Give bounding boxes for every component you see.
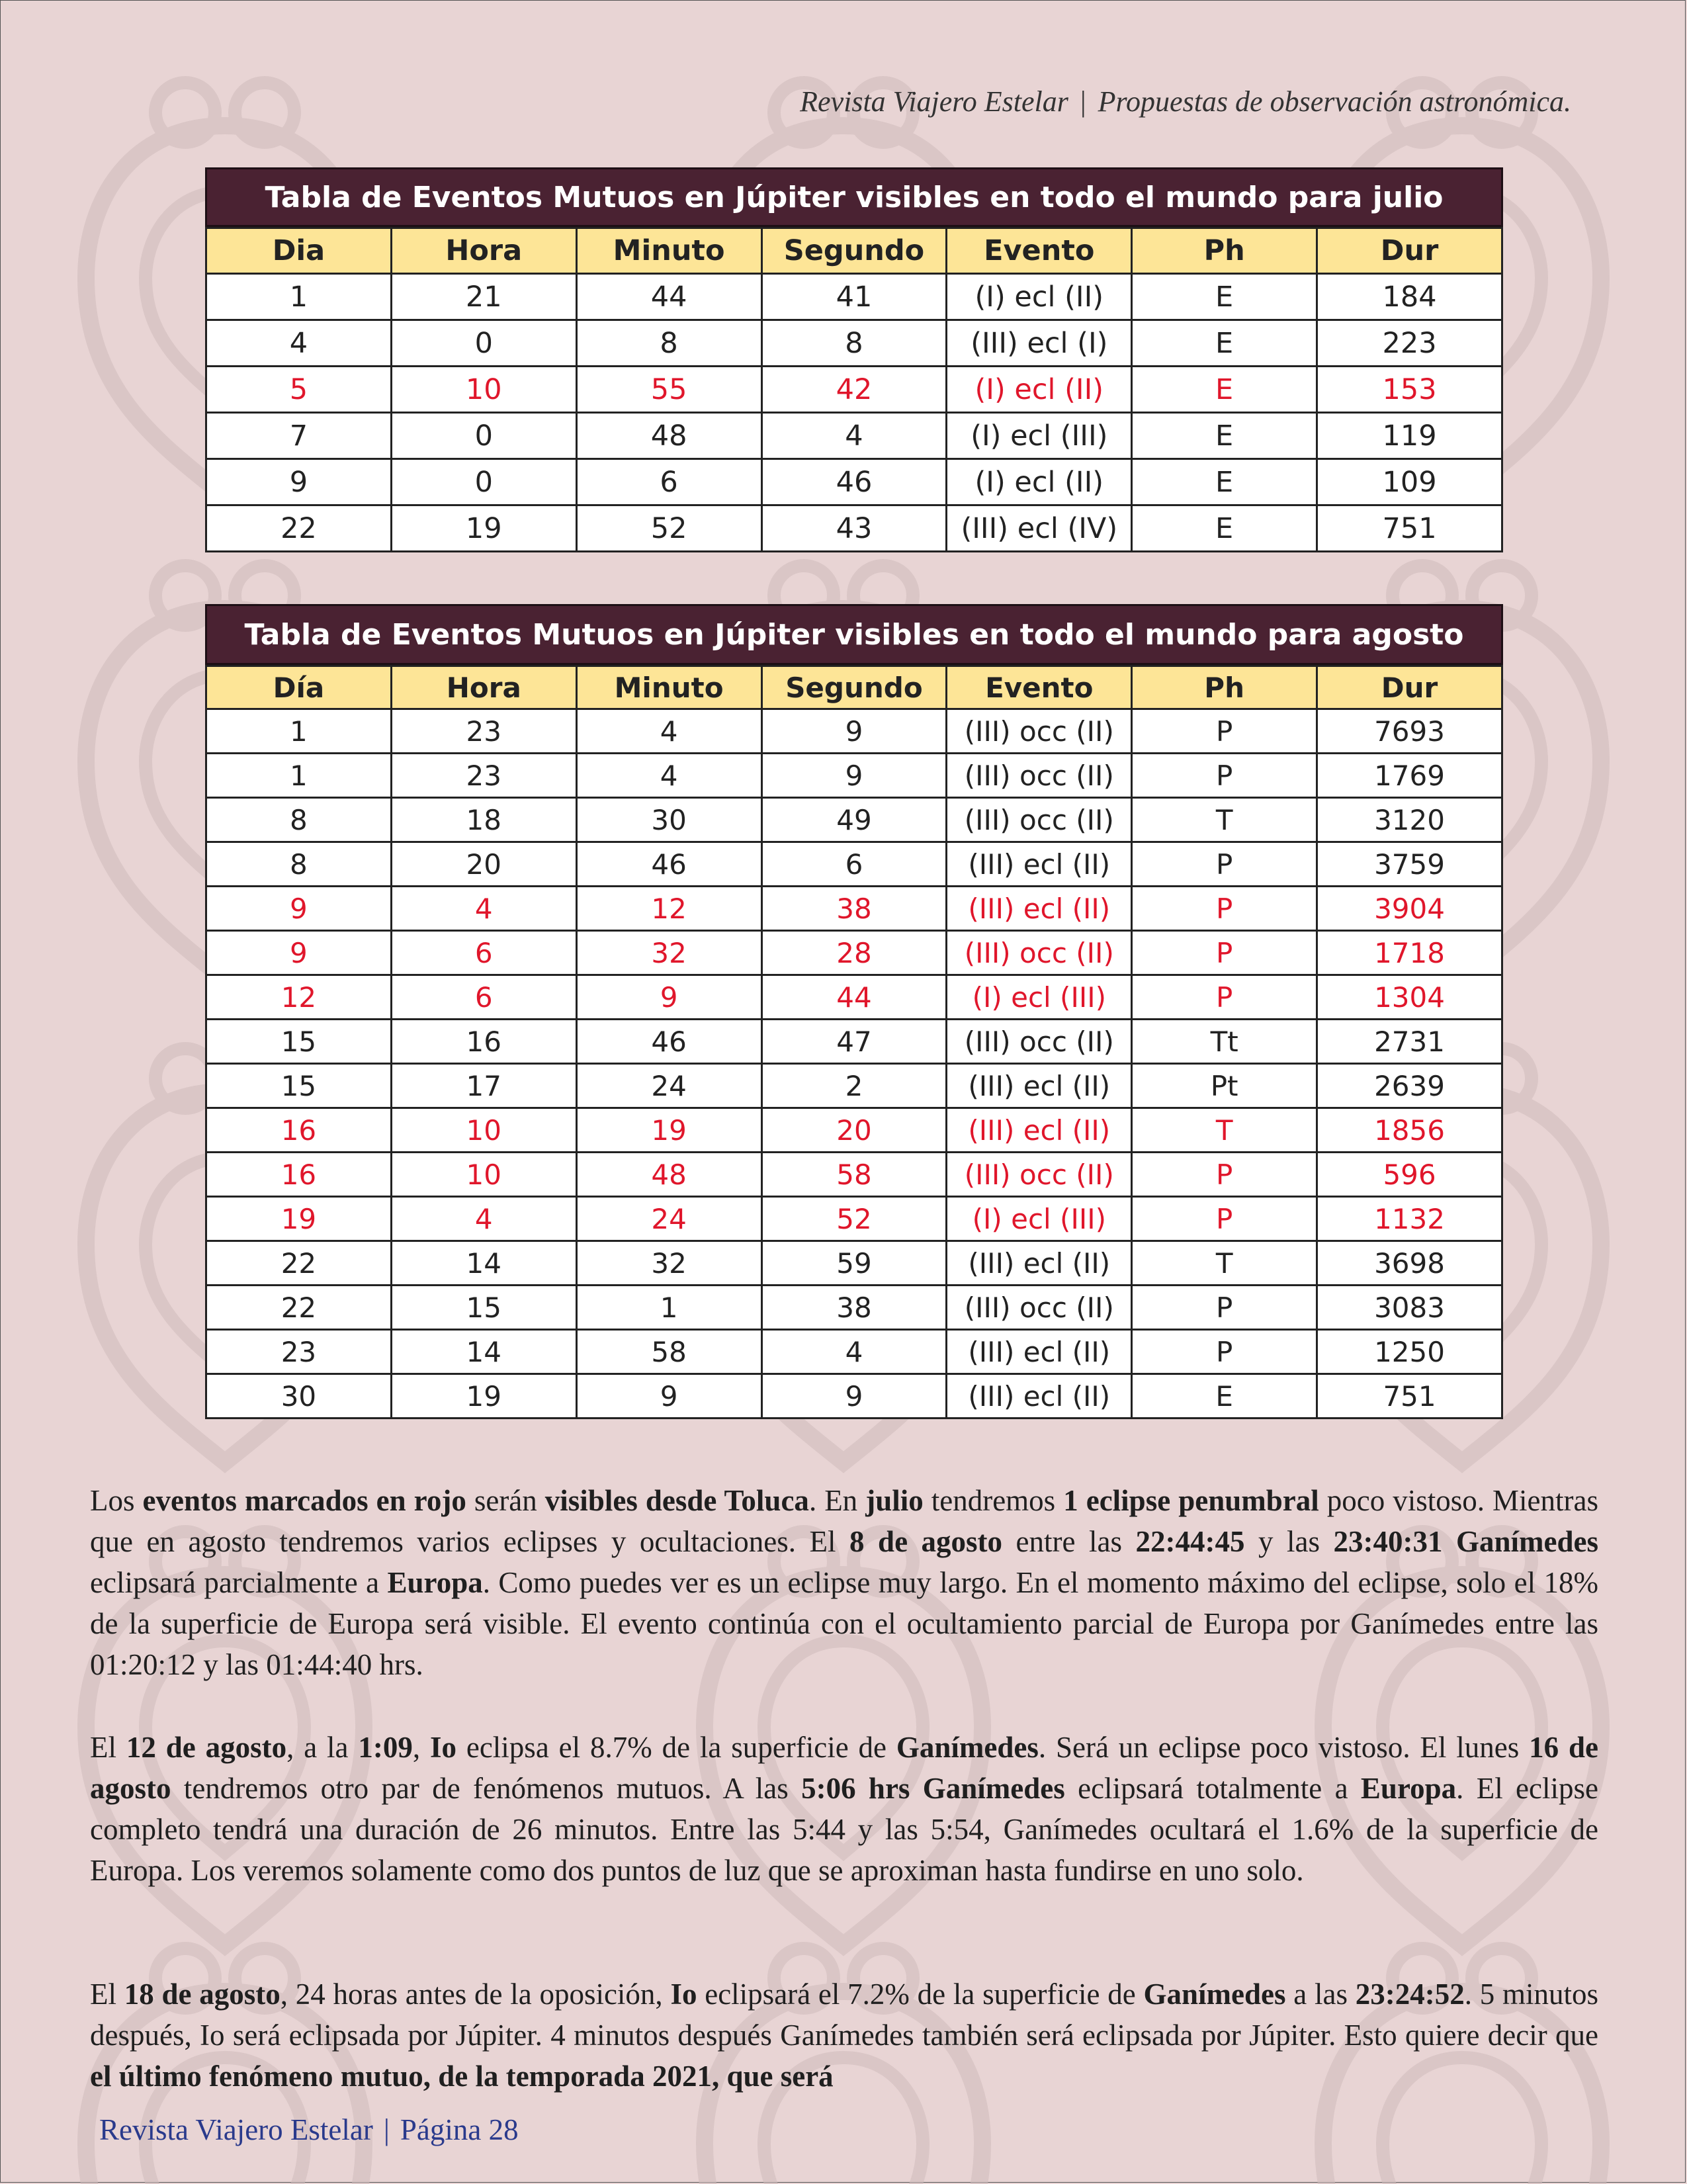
table-cell: 16 (206, 1108, 392, 1153)
table-cell: 4 (576, 709, 761, 754)
text-run: . En (808, 1484, 866, 1517)
column-header-6: Dur (1317, 666, 1502, 709)
table-cell: 32 (576, 1241, 761, 1286)
table-cell: 6 (576, 459, 761, 505)
table-row (206, 754, 1502, 798)
table-cell: 32 (576, 931, 761, 975)
text-run: eclipsa el 8.7% de la superficie de (456, 1731, 896, 1764)
column-header-4: Evento (947, 666, 1132, 709)
text-run: . Será un eclipse poco vistoso. El lunes (1038, 1731, 1530, 1764)
table-cell: P (1132, 709, 1317, 754)
table-cell: P (1132, 1197, 1317, 1241)
table-cell: 30 (576, 798, 761, 842)
table-cell: (III) occ (II) (947, 754, 1132, 798)
table-cell: P (1132, 754, 1317, 798)
table-cell: 46 (761, 459, 947, 505)
table-cell: (III) ecl (IV) (947, 505, 1132, 552)
table-cell: 751 (1317, 505, 1502, 552)
table-row (206, 709, 1502, 754)
table-cell: 9 (206, 459, 392, 505)
table-august-body (206, 709, 1502, 1419)
table-cell: T (1132, 798, 1317, 842)
table-july (205, 167, 1503, 552)
bold-text: 23:24:52 (1355, 1978, 1465, 2011)
bold-text: 12 de agosto (126, 1731, 287, 1764)
table-cell: 9 (761, 709, 947, 754)
table-cell: 7 (206, 413, 392, 459)
table-cell: (III) occ (II) (947, 1286, 1132, 1330)
table-cell: 1250 (1317, 1330, 1502, 1374)
table-cell: (I) ecl (III) (947, 413, 1132, 459)
table-cell: 4 (761, 1330, 947, 1374)
table-cell: 7693 (1317, 709, 1502, 754)
text-run: tendremos (923, 1484, 1064, 1517)
table-cell: 48 (576, 1153, 761, 1197)
table-cell: (III) occ (II) (947, 931, 1132, 975)
table-row (206, 1153, 1502, 1197)
table-cell: 184 (1317, 274, 1502, 320)
table-cell: (I) ecl (II) (947, 367, 1132, 413)
table-cell: P (1132, 842, 1317, 887)
header-section: Propuestas de observación astronómica. (1098, 85, 1571, 118)
table-cell: 9 (206, 887, 392, 931)
column-header-3: Segundo (761, 666, 947, 709)
bold-text: 16 de agosto (90, 1731, 1599, 1805)
table-cell: 24 (576, 1197, 761, 1241)
table-cell: E (1132, 320, 1317, 367)
column-header-0: Dia (206, 228, 392, 274)
table-cell: 15 (391, 1286, 576, 1330)
table-cell: E (1132, 1374, 1317, 1419)
table-cell: (III) occ (II) (947, 1020, 1132, 1064)
table-cell: 10 (391, 367, 576, 413)
table-cell: E (1132, 459, 1317, 505)
column-header-1: Hora (391, 666, 576, 709)
table-cell: 18 (391, 798, 576, 842)
table-august-grid (205, 665, 1503, 1419)
table-row (206, 1286, 1502, 1330)
table-cell: 9 (761, 1374, 947, 1419)
table-cell: 44 (761, 975, 947, 1020)
table-cell: 19 (206, 1197, 392, 1241)
table-cell: 30 (206, 1374, 392, 1419)
table-cell: 3904 (1317, 887, 1502, 931)
bold-text: 1:09 (358, 1731, 413, 1764)
table-cell: E (1132, 413, 1317, 459)
table-cell: 38 (761, 887, 947, 931)
table-cell: 47 (761, 1020, 947, 1064)
table-cell: 19 (391, 1374, 576, 1419)
table-cell: 22 (206, 1241, 392, 1286)
table-cell: 52 (576, 505, 761, 552)
bold-text: julio (865, 1484, 924, 1517)
running-header (800, 85, 1571, 118)
table-cell: 1 (206, 274, 392, 320)
table-cell: (I) ecl (II) (947, 274, 1132, 320)
text-run: tendremos otro par de fenómenos mutuos. A las (171, 1772, 802, 1805)
table-cell: 55 (576, 367, 761, 413)
table-cell: 52 (761, 1197, 947, 1241)
table-cell: 3698 (1317, 1241, 1502, 1286)
header-separator: | (1080, 85, 1086, 118)
text-run: a las (1285, 1978, 1356, 2011)
table-row (206, 413, 1502, 459)
table-cell: 28 (761, 931, 947, 975)
table-cell: (III) ecl (II) (947, 1374, 1132, 1419)
text-run: El (90, 1731, 126, 1764)
text-run: El (90, 1978, 124, 2011)
table-cell: 9 (761, 754, 947, 798)
table-cell: P (1132, 975, 1317, 1020)
table-row (206, 274, 1502, 320)
text-run: poco vistoso. Mientras que en agosto tendremos varios eclipses y ocultaciones. El (90, 1484, 1598, 1558)
table-cell: 1 (206, 754, 392, 798)
table-row (206, 842, 1502, 887)
table-cell: T (1132, 1241, 1317, 1286)
table-cell: P (1132, 1330, 1317, 1374)
table-cell: E (1132, 505, 1317, 552)
table-cell: (III) ecl (I) (947, 320, 1132, 367)
bold-text: Ganímedes (1143, 1978, 1286, 2011)
table-cell: 17 (391, 1064, 576, 1108)
table-cell: 12 (206, 975, 392, 1020)
table-cell: 20 (761, 1108, 947, 1153)
table-cell: 21 (391, 274, 576, 320)
table-cell: P (1132, 1286, 1317, 1330)
table-cell: 24 (576, 1064, 761, 1108)
table-cell: 12 (576, 887, 761, 931)
text-run: , a la (286, 1731, 359, 1764)
table-cell: 4 (391, 1197, 576, 1241)
table-cell: 5 (206, 367, 392, 413)
table-cell: P (1132, 931, 1317, 975)
text-run: . Como puedes ver es un eclipse muy largo. En el momento máximo del eclipse, solo el 18% de la superficie de Europa será visible. El evento continúa con el ocultamiento parcial de Europa por Ganímedes entre las 01:20:12 y las 01:44:40 hrs. (90, 1566, 1598, 1681)
table-cell: 6 (391, 975, 576, 1020)
table-cell: (I) ecl (III) (947, 1197, 1132, 1241)
table-row (206, 1330, 1502, 1374)
table-cell: 22 (206, 1286, 392, 1330)
table-cell: 15 (206, 1064, 392, 1108)
table-row (206, 887, 1502, 931)
table-cell: P (1132, 1153, 1317, 1197)
table-cell: P (1132, 887, 1317, 931)
table-cell: (III) ecl (II) (947, 1241, 1132, 1286)
bold-text: Europa (387, 1566, 483, 1599)
table-cell: 3120 (1317, 798, 1502, 842)
table-cell: 41 (761, 274, 947, 320)
table-cell: 23 (391, 754, 576, 798)
table-cell: 223 (1317, 320, 1502, 367)
table-cell: 4 (576, 754, 761, 798)
table-cell: 6 (761, 842, 947, 887)
table-cell: 8 (576, 320, 761, 367)
table-cell: E (1132, 274, 1317, 320)
table-row (206, 367, 1502, 413)
table-cell: (III) ecl (II) (947, 1330, 1132, 1374)
table-cell: 0 (391, 320, 576, 367)
text-run: serán (466, 1484, 545, 1517)
table-cell: 119 (1317, 413, 1502, 459)
table-row (206, 975, 1502, 1020)
table-cell: 4 (761, 413, 947, 459)
bold-text: 22:44:45 (1135, 1525, 1245, 1558)
bold-text: Ganímedes (896, 1731, 1039, 1764)
table-row (206, 1064, 1502, 1108)
text-run: eclipsará parcialmente a (90, 1566, 388, 1599)
table-cell: 1304 (1317, 975, 1502, 1020)
text-run: , 24 horas antes de la oposición, (280, 1978, 671, 2011)
table-cell: Pt (1132, 1064, 1317, 1108)
table-cell: 109 (1317, 459, 1502, 505)
table-cell: 22 (206, 505, 392, 552)
table-cell: 4 (206, 320, 392, 367)
table-cell: 19 (391, 505, 576, 552)
table-cell: (I) ecl (II) (947, 459, 1132, 505)
text-run: y las (1244, 1525, 1334, 1558)
table-cell: 1718 (1317, 931, 1502, 975)
table-cell: (I) ecl (III) (947, 975, 1132, 1020)
table-cell: 8 (206, 798, 392, 842)
text-run: , (412, 1731, 430, 1764)
table-cell: 8 (206, 842, 392, 887)
table-cell: 2639 (1317, 1064, 1502, 1108)
table-cell: 43 (761, 505, 947, 552)
bold-text: eventos marcados en rojo (142, 1484, 466, 1517)
table-cell: 14 (391, 1241, 576, 1286)
table-cell: (III) occ (II) (947, 798, 1132, 842)
table-cell: 153 (1317, 367, 1502, 413)
table-row (206, 1108, 1502, 1153)
text-run: entre las (1002, 1525, 1136, 1558)
bold-text: el último fenómeno mutuo, de la temporada 2021, que será (90, 2060, 834, 2093)
table-cell: 0 (391, 459, 576, 505)
bold-text: 1 eclipse penumbral (1063, 1484, 1319, 1517)
paragraph-3 (90, 1974, 1598, 2097)
table-row (206, 931, 1502, 975)
table-cell: 58 (761, 1153, 947, 1197)
column-header-3: Segundo (761, 228, 947, 274)
table-cell: 1 (206, 709, 392, 754)
table-cell: 23 (206, 1330, 392, 1374)
table-cell: 19 (576, 1108, 761, 1153)
paragraph-2 (90, 1727, 1598, 1891)
table-row (206, 1374, 1502, 1419)
table-cell: 58 (576, 1330, 761, 1374)
table-cell: 16 (206, 1153, 392, 1197)
table-cell: 14 (391, 1330, 576, 1374)
bold-text: 23:40:31 Ganímedes (1333, 1525, 1598, 1558)
bold-text: visibles desde Toluca (544, 1484, 809, 1517)
table-row (206, 459, 1502, 505)
footer-separator: | (383, 2113, 390, 2146)
bold-text: 8 de agosto (849, 1525, 1003, 1558)
text-run: . 5 minutos después, Io será eclipsada por Júpiter. 4 minutos después Ganímedes también será eclipsada por Júpiter. Esto quiere decir que (90, 1978, 1598, 2052)
table-cell: 59 (761, 1241, 947, 1286)
bold-text: Io (670, 1978, 697, 2011)
column-header-2: Minuto (576, 228, 761, 274)
footer-page-number: Página 28 (400, 2113, 519, 2146)
table-cell: Tt (1132, 1020, 1317, 1064)
table-row (206, 1197, 1502, 1241)
table-cell: 16 (391, 1020, 576, 1064)
table-cell: 0 (391, 413, 576, 459)
table-july-body (206, 274, 1502, 552)
text-run: eclipsará totalmente a (1064, 1772, 1361, 1805)
table-cell: (III) occ (II) (947, 709, 1132, 754)
page-footer (99, 2113, 519, 2147)
table-cell: 1 (576, 1286, 761, 1330)
table-cell: 1769 (1317, 754, 1502, 798)
table-cell: 8 (761, 320, 947, 367)
table-cell: (III) ecl (II) (947, 887, 1132, 931)
column-header-5: Ph (1132, 228, 1317, 274)
table-cell: 2731 (1317, 1020, 1502, 1064)
table-august-title: Tabla de Eventos Mutuos en Júpiter visibles en todo el mundo para agosto (205, 604, 1503, 665)
table-cell: 1856 (1317, 1108, 1502, 1153)
bold-text: 5:06 hrs Ganímedes (801, 1772, 1065, 1805)
column-header-6: Dur (1317, 228, 1502, 274)
table-cell: 9 (576, 975, 761, 1020)
bold-text: Io (429, 1731, 456, 1764)
table-cell: (III) ecl (II) (947, 842, 1132, 887)
table-cell: 15 (206, 1020, 392, 1064)
table-cell: E (1132, 367, 1317, 413)
header-magazine: Revista Viajero Estelar (800, 85, 1068, 118)
table-cell: 49 (761, 798, 947, 842)
bold-text: Europa (1360, 1772, 1457, 1805)
column-header-0: Día (206, 666, 392, 709)
table-cell: 10 (391, 1153, 576, 1197)
table-august-header-row (206, 666, 1502, 709)
column-header-1: Hora (391, 228, 576, 274)
column-header-4: Evento (947, 228, 1132, 274)
table-cell: 3759 (1317, 842, 1502, 887)
paragraph-1 (90, 1480, 1598, 1685)
table-cell: 9 (206, 931, 392, 975)
table-row (206, 1020, 1502, 1064)
table-row (206, 320, 1502, 367)
table-cell: 3083 (1317, 1286, 1502, 1330)
column-header-2: Minuto (576, 666, 761, 709)
table-cell: 46 (576, 1020, 761, 1064)
text-run: Los (90, 1484, 143, 1517)
table-cell: 596 (1317, 1153, 1502, 1197)
table-cell: 44 (576, 274, 761, 320)
text-run: . El eclipse completo tendrá una duración de 26 minutos. Entre las 5:44 y las 5:54, Ganímedes ocultará el 1.6% de la superficie de Europa. Los veremos solamente como dos puntos de luz que se aproximan hasta fundirse en uno solo. (90, 1772, 1598, 1887)
table-cell: 23 (391, 709, 576, 754)
table-cell: T (1132, 1108, 1317, 1153)
table-cell: 10 (391, 1108, 576, 1153)
table-cell: 48 (576, 413, 761, 459)
table-july-header-row (206, 228, 1502, 274)
table-cell: (III) ecl (II) (947, 1064, 1132, 1108)
table-cell: 1132 (1317, 1197, 1502, 1241)
table-cell: 38 (761, 1286, 947, 1330)
table-cell: (III) ecl (II) (947, 1108, 1132, 1153)
table-row (206, 798, 1502, 842)
table-cell: 6 (391, 931, 576, 975)
table-cell: 2 (761, 1064, 947, 1108)
table-cell: 4 (391, 887, 576, 931)
table-july-grid (205, 227, 1503, 552)
table-july-title: Tabla de Eventos Mutuos en Júpiter visibles en todo el mundo para julio (205, 167, 1503, 227)
table-row (206, 1241, 1502, 1286)
footer-magazine: Revista Viajero Estelar (99, 2113, 373, 2146)
table-cell: 20 (391, 842, 576, 887)
text-run: eclipsará el 7.2% de la superficie de (697, 1978, 1144, 2011)
column-header-5: Ph (1132, 666, 1317, 709)
table-cell: 46 (576, 842, 761, 887)
table-cell: 9 (576, 1374, 761, 1419)
table-cell: 42 (761, 367, 947, 413)
table-august (205, 604, 1503, 1419)
table-row (206, 505, 1502, 552)
table-cell: (III) occ (II) (947, 1153, 1132, 1197)
table-cell: 751 (1317, 1374, 1502, 1419)
bold-text: 18 de agosto (124, 1978, 281, 2011)
